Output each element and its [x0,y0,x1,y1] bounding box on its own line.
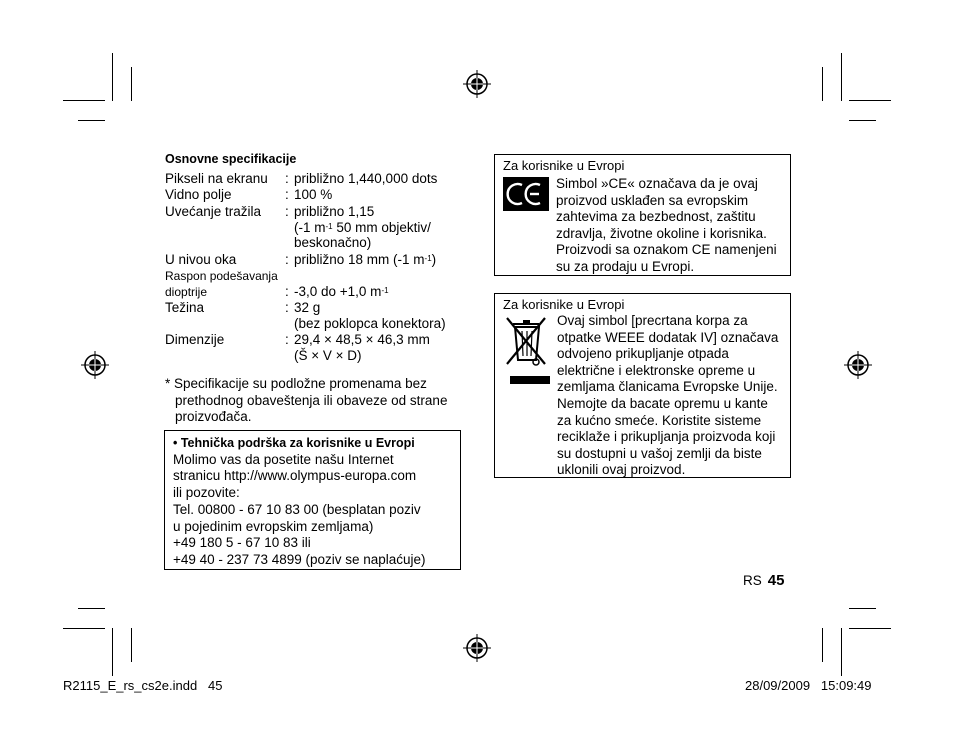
ce-box-line: proizvod usklađen sa evropskim [556,192,749,208]
weee-box-line: uklonili ovaj proizvod. [557,462,686,478]
spec-label: Uvećanje tražila [165,204,262,219]
support-box [164,430,461,570]
spec-value-part: približno 18 mm (-1 m [294,252,425,267]
spec-value: 32 g [294,300,321,315]
spec-colon: : [285,204,289,219]
spec-row [165,252,465,268]
spec-value-part: 50 mm objektiv/ [332,220,431,235]
weee-box-line: Nemojte da bacate opremu u kante [557,395,768,411]
weee-info-box [494,293,791,478]
ce-box-title: Za korisnike u Evropi [503,158,625,173]
weee-box-line: reciklaže i prikupljanja proizvoda koji [557,429,776,445]
footnote-line: proizvođača. [175,409,252,425]
spec-value: beskonačno) [294,235,372,250]
spec-value-superscript: -1 [325,222,333,231]
spec-value-superscript: -1 [424,254,432,263]
weee-box-line: su dostupni u vašoj zemlji da biste [557,445,762,461]
spec-value: (Š × V × D) [294,348,362,363]
weee-box-title: Za korisnike u Evropi [503,297,625,312]
spec-label: Vidno polje [165,187,232,202]
footnote [165,376,447,426]
spec-label: Pikseli na ekranu [165,171,268,186]
spec-row [165,348,465,364]
registration-mark-icon [463,70,491,98]
ce-box-line: su za prodaju u Evropi. [556,258,695,274]
spec-label: Težina [165,300,205,315]
spec-label: dioptrije [165,285,208,299]
ce-box-line: Proizvodi sa oznakom CE namenjeni [556,242,777,258]
spec-value-part: -3,0 do +1,0 m [294,284,382,299]
weee-box-line: zemljama članicama Evropske Unije. [557,379,778,395]
footer-filename: R2115_E_rs_cs2e.indd 45 [63,678,223,693]
ce-box-line: Simbol »CE« označava da je ovaj [556,176,758,191]
spec-row [165,268,465,284]
registration-mark-icon [81,351,109,379]
spec-label: Dimenzije [165,332,225,347]
spec-row [165,332,465,348]
spec-value [294,252,436,268]
spec-row [165,220,465,236]
spec-row [165,204,465,220]
weee-box-text [557,313,778,479]
spec-colon: : [285,332,289,347]
ce-box-line: zdravlja, životne okoline i korisnika. [556,225,767,241]
spec-value-part: ) [431,252,437,267]
spec-value-part: (-1 m [294,220,326,235]
spec-row [165,235,465,251]
crossed-bin-icon [503,316,551,388]
spec-value: približno 1,440,000 dots [294,171,438,186]
spec-label: U nivou oka [165,252,237,267]
weee-box-line: za kućno smeće. Koristite sisteme [557,412,762,428]
spec-row [165,171,465,187]
spec-value: 29,4 × 48,5 × 46,3 mm [294,332,430,347]
support-line: Molimo vas da posetite našu Internet [173,451,394,467]
footnote-line: * Specifikacije su podložne promenama bez [165,376,427,391]
page-number [743,572,784,589]
page-language: RS [743,573,762,588]
weee-box-line: odvojeno prikupljanje otpada [557,346,729,362]
spec-row [165,284,465,300]
support-line: stranicu http://www.olympus-europa.com [173,468,417,484]
spec-value [294,284,389,300]
spec-row [165,187,465,203]
spec-value: 100 % [294,187,333,202]
spec-value-superscript: -1 [381,286,389,295]
spec-value [294,220,431,236]
support-line: u pojedinim evropskim zemljama) [173,518,374,534]
ce-box-line: zahtevima za bezbednost, zaštitu [556,209,756,225]
registration-mark-icon [844,351,872,379]
support-line: +49 40 - 237 73 4899 (poziv se naplaćuje) [173,551,426,567]
spec-title: Osnovne specifikacije [165,152,297,166]
support-line: Tel. 00800 - 67 10 83 00 (besplatan poziv [173,501,421,517]
support-line: +49 180 5 - 67 10 83 ili [173,535,311,551]
spec-value: (bez poklopca konektora) [294,316,446,331]
spec-colon: : [285,171,289,186]
spec-row [165,300,465,316]
spec-label: Raspon podešavanja [165,269,278,283]
ce-mark-icon [503,177,549,211]
spec-value: približno 1,15 [294,204,375,219]
spec-colon: : [285,284,289,299]
ce-box-text [556,176,777,276]
spec-colon: : [285,300,289,315]
spec-row [165,316,465,332]
support-line: ili pozovite: [173,485,240,501]
page-number-value: 45 [767,572,785,589]
support-heading: • Tehnička podrška za korisnike u Evropi [173,436,415,450]
weee-box-line: Ovaj simbol [precrtana korpa za [557,313,748,328]
footer-datetime: 28/09/2009 15:09:49 [745,678,872,693]
ce-info-box [494,154,791,276]
spec-colon: : [285,252,289,267]
spec-colon: : [285,187,289,202]
registration-mark-icon [463,634,491,662]
weee-box-line: otpatke WEEE dodatak IV] označava [557,329,779,345]
footnote-line: prethodnog obaveštenja ili obaveze od strane [175,392,448,408]
weee-box-line: električne i elektronske opreme u [557,362,756,378]
